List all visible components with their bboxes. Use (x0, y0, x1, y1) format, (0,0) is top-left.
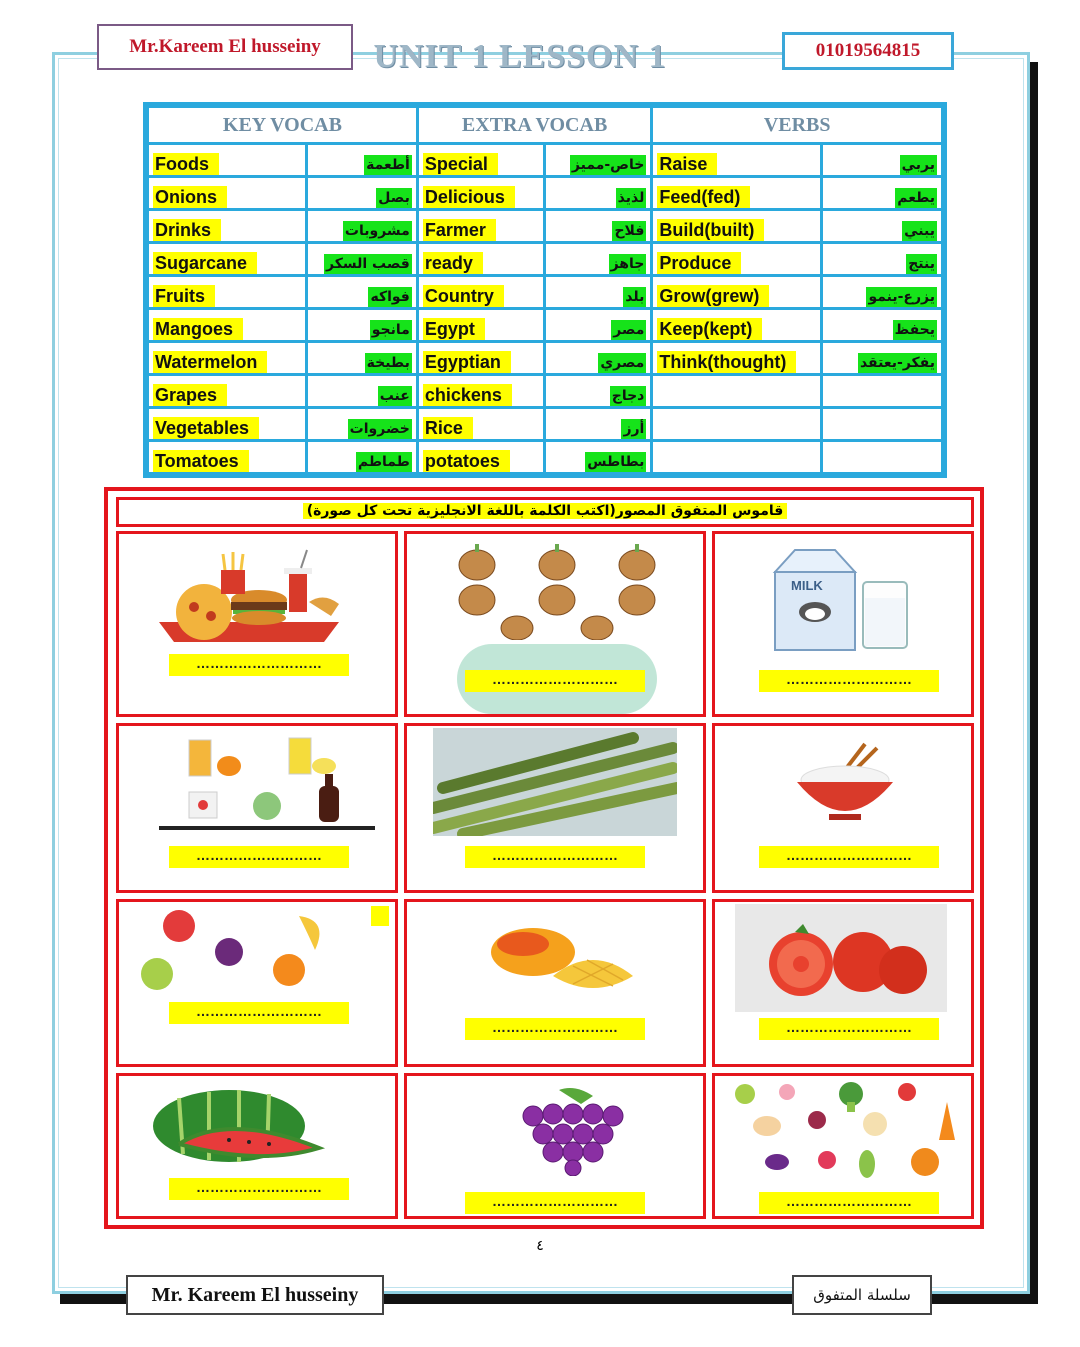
vocab-translation: يحفظ (894, 322, 935, 338)
picture-cell (116, 899, 398, 1067)
vocab-word: Drinks (153, 219, 221, 241)
vocab-translation: جاهز (610, 256, 645, 272)
answer-blank: ……………………… (759, 846, 939, 868)
vocab-word: potatoes (423, 450, 510, 472)
answer-blank: ……………………… (169, 654, 349, 676)
sugarcane-icon (433, 728, 677, 836)
vocab-word: Build(built) (657, 219, 764, 241)
vocab-word: Tomatoes (153, 450, 249, 472)
vocab-translation: خاص-مميز (571, 157, 645, 173)
fast-food-icon (149, 542, 349, 652)
vocab-word: Grapes (153, 384, 227, 406)
empty-cell (823, 376, 941, 406)
answer-blank: ……………………… (169, 1178, 349, 1200)
vocab-table (143, 102, 947, 478)
answer-blank: ……………………… (465, 1192, 645, 1214)
vocab-translation: يبني (904, 223, 935, 239)
vocab-word: Fruits (153, 285, 215, 307)
picture-cell (116, 1073, 398, 1219)
vocab-translation: قصب السكر (326, 256, 410, 272)
vocab-translation: بطيخة (366, 355, 410, 371)
table-row (149, 277, 941, 307)
series-name: سلسلة المتفوق (792, 1275, 932, 1315)
tomatoes-icon (735, 904, 947, 1012)
vocab-translation: طماطم (357, 454, 410, 470)
vocab-word: Country (423, 285, 504, 307)
picture-cell (404, 531, 706, 717)
table-row (149, 211, 941, 241)
onions-icon (427, 540, 687, 640)
vocab-word: Grow(grew) (657, 285, 769, 307)
vocab-word: Watermelon (153, 351, 267, 373)
vocab-translation: مصري (600, 355, 645, 371)
answer-blank: ……………………… (465, 670, 645, 692)
fruits-icon (129, 906, 349, 1002)
picture-dictionary (104, 487, 984, 1229)
table-row (149, 244, 941, 274)
vocab-word: Think(thought) (657, 351, 796, 373)
vocab-translation: مشروبات (344, 223, 410, 239)
picture-cell (404, 899, 706, 1067)
drinks-icon (159, 730, 379, 834)
vocab-word: chickens (423, 384, 512, 406)
page-title: UNIT 1 LESSON 1 (373, 38, 667, 75)
answer-blank: ……………………… (169, 1002, 349, 1024)
vocab-translation: أطعمة (366, 157, 410, 173)
teacher-name-footer: Mr. Kareem El husseiny (126, 1275, 384, 1315)
grapes-icon (515, 1086, 645, 1176)
vocab-word: Produce (657, 252, 741, 274)
vocab-translation: لذيذ (617, 190, 645, 206)
vocab-translation: ينتج (908, 256, 935, 272)
vocab-translation: فلاح (614, 223, 645, 239)
vocab-word: Farmer (423, 219, 496, 241)
answer-blank: ……………………… (759, 670, 939, 692)
empty-cell (823, 409, 941, 439)
vocab-word: Feed(fed) (657, 186, 750, 208)
answer-blank: ……………………… (465, 1018, 645, 1040)
page-number: ٤ (536, 1238, 544, 1254)
answer-blank: ……………………… (759, 1192, 939, 1214)
vocab-word: Mangoes (153, 318, 243, 340)
column-header-verbs: VERBS (653, 108, 941, 142)
empty-cell (823, 442, 941, 472)
vegetables-icon (727, 1080, 967, 1180)
vocab-translation: مصر (613, 322, 645, 338)
table-row (149, 343, 941, 373)
vocab-word: Keep(kept) (657, 318, 762, 340)
picture-cell (404, 1073, 706, 1219)
vocab-word: Egyptian (423, 351, 511, 373)
teacher-name-header: Mr.Kareem El husseiny (97, 24, 353, 70)
rice-bowl-icon (785, 740, 905, 830)
picture-cell (116, 531, 398, 717)
vocab-translation: مانجو (371, 322, 410, 338)
vocab-translation: خضروات (349, 421, 410, 437)
watermelon-icon (139, 1082, 349, 1166)
phone-number: 01019564815 (782, 32, 954, 70)
highlight-mark (371, 906, 389, 926)
picture-cell (404, 723, 706, 893)
table-row (149, 376, 941, 406)
picture-cell (712, 1073, 974, 1219)
vocab-word: Onions (153, 186, 227, 208)
vocab-word: Vegetables (153, 417, 259, 439)
milk-label: MILK (791, 578, 823, 593)
vocab-word: ready (423, 252, 483, 274)
vocab-translation: بلد (625, 289, 645, 305)
vocab-translation: أرز (623, 421, 645, 437)
vocab-word: Delicious (423, 186, 515, 208)
vocab-translation: يطعم (897, 190, 935, 206)
answer-blank: ……………………… (465, 846, 645, 868)
vocab-translation: عنب (379, 388, 410, 404)
vocab-word: Sugarcane (153, 252, 257, 274)
answer-blank: ……………………… (759, 1018, 939, 1040)
table-row (149, 442, 941, 472)
table-row (149, 145, 941, 175)
empty-cell (653, 409, 819, 439)
vocab-word: Egypt (423, 318, 485, 340)
vocab-word: Foods (153, 153, 219, 175)
vocab-translation: يفكر-يعتقد (859, 355, 935, 371)
empty-cell (653, 376, 819, 406)
empty-cell (653, 442, 819, 472)
vocab-translation: دجاج (611, 388, 645, 404)
picture-cell (712, 723, 974, 893)
vocab-translation: فواكه (370, 289, 410, 305)
vocab-word: Rice (423, 417, 473, 439)
vocab-translation: بطاطس (587, 454, 645, 470)
vocab-translation: بصل (378, 190, 410, 206)
vocab-translation: يزرع-ينمو (868, 289, 935, 305)
column-header-key-vocab: KEY VOCAB (149, 108, 416, 142)
answer-blank: ……………………… (169, 846, 349, 868)
vocab-word: Special (423, 153, 498, 175)
vocab-translation: يربي (901, 157, 935, 173)
picture-cell (116, 723, 398, 893)
table-row (149, 409, 941, 439)
vocab-word: Raise (657, 153, 717, 175)
picture-cell (712, 531, 974, 717)
picture-dictionary-heading: قاموس المتفوق المصور(اكتب الكلمة باللغة الانجليزية تحت كل صورة) (116, 497, 974, 527)
mango-icon (483, 922, 643, 998)
table-row (149, 310, 941, 340)
column-header-extra-vocab: EXTRA VOCAB (419, 108, 651, 142)
table-row (149, 178, 941, 208)
milk-carton-icon (765, 542, 925, 652)
picture-cell (712, 899, 974, 1067)
